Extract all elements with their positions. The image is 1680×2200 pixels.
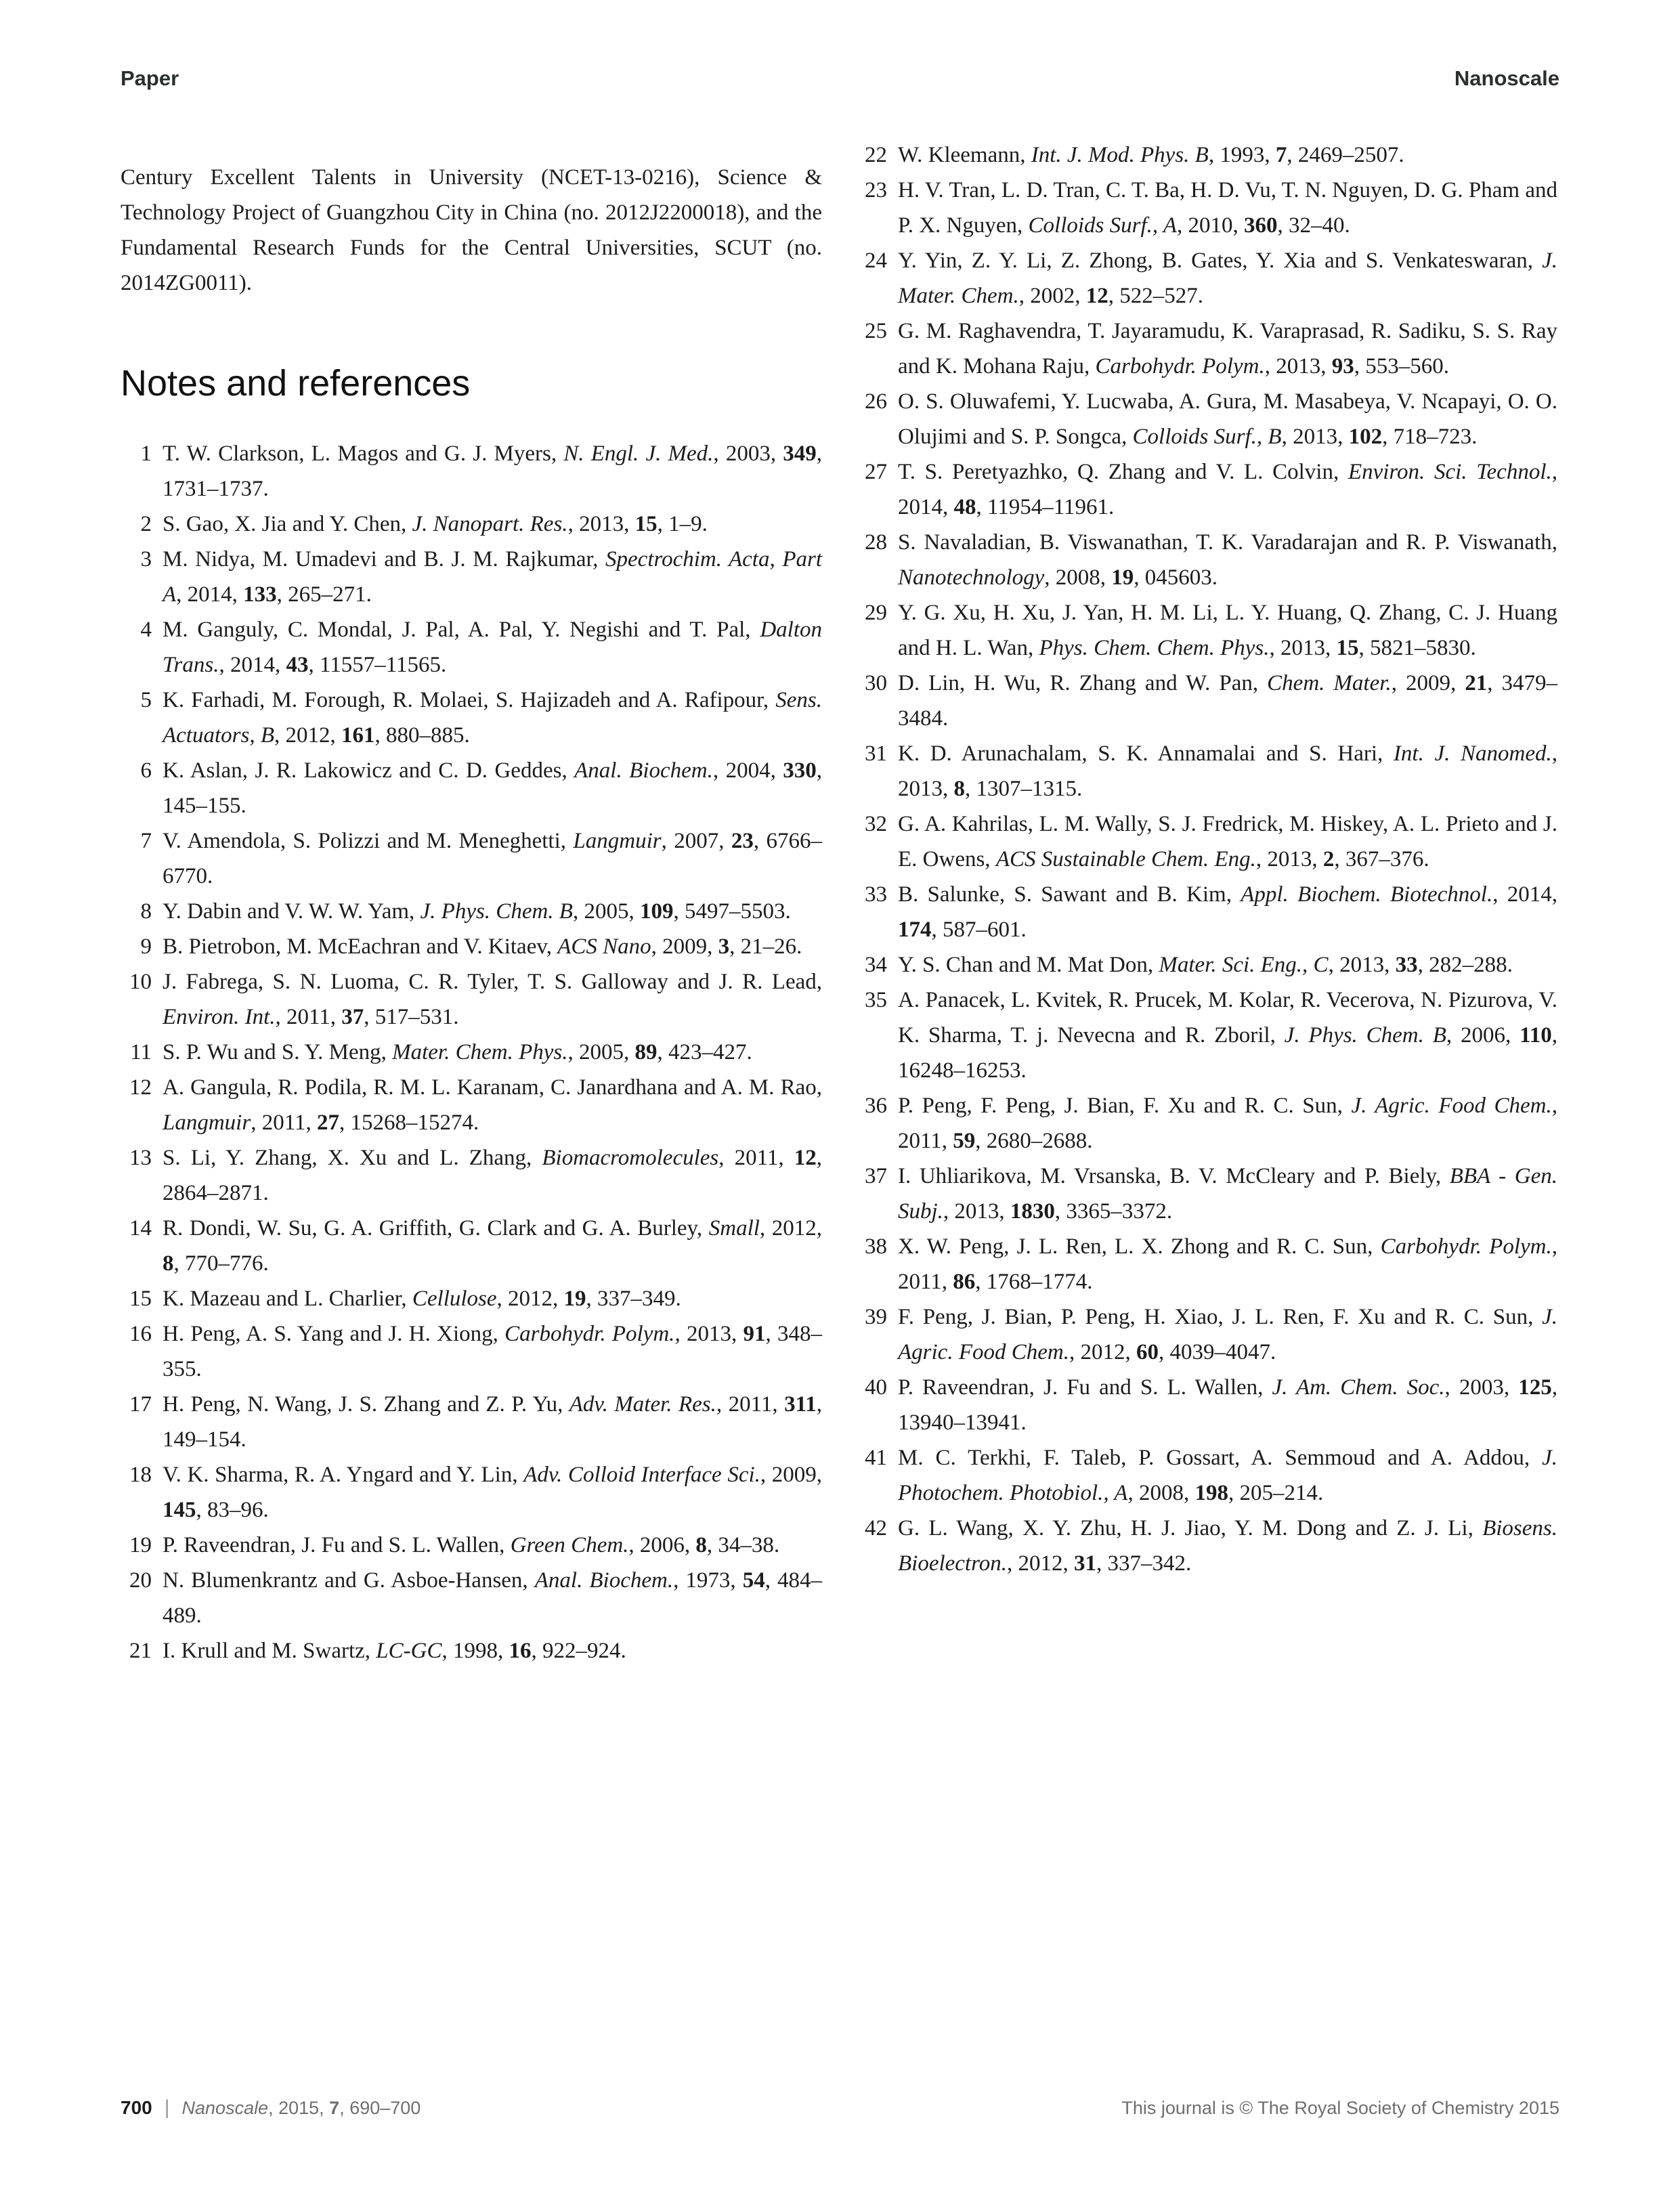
- reference-text: S. Gao, X. Jia and Y. Chen, J. Nanopart. Res., 2013, 15, 1–9.: [163, 512, 708, 536]
- reference-text: Y. G. Xu, H. Xu, J. Yan, H. M. Li, L. Y. Huang, Q. Zhang, C. J. Huang and H. L. Wan, Phys. Chem. Chem. Phys., 2013, 15, 5821–5830.: [898, 601, 1557, 660]
- reference-text: A. Panacek, L. Kvitek, R. Prucek, M. Kolar, R. Vecerova, N. Pizurova, V. K. Sharma, T. j. Nevecna and R. Zboril, J. Phys. Chem. B, 2006, 110, 16248–16253.: [898, 988, 1557, 1083]
- reference-item: [121, 1211, 822, 1281]
- reference-text: M. C. Terkhi, F. Taleb, P. Gossart, A. Semmoud and A. Addou, J. Photochem. Photobiol., A, 2008, 198, 205–214.: [898, 1446, 1557, 1505]
- reference-text: S. P. Wu and S. Y. Meng, Mater. Chem. Phys., 2005, 89, 423–427.: [163, 1040, 752, 1064]
- reference-text: T. S. Peretyazhko, Q. Zhang and V. L. Colvin, Environ. Sci. Technol., 2014, 48, 11954–11961.: [898, 460, 1557, 519]
- reference-text: K. Mazeau and L. Charlier, Cellulose, 2012, 19, 337–349.: [163, 1287, 681, 1311]
- reference-number: 20: [129, 1568, 152, 1593]
- column-left: [121, 137, 822, 1668]
- reference-item: [856, 173, 1557, 243]
- reference-item: [856, 314, 1557, 384]
- reference-number: 31: [865, 741, 887, 766]
- reference-number: 19: [129, 1533, 152, 1557]
- reference-item: [856, 1088, 1557, 1159]
- reference-item: [856, 137, 1557, 173]
- reference-number: 12: [129, 1075, 152, 1100]
- reference-text: M. Ganguly, C. Mondal, J. Pal, A. Pal, Y. Negishi and T. Pal, Dalton Trans., 2014, 43, 11557–11565.: [163, 618, 822, 677]
- page-footer: [121, 2096, 1559, 2119]
- reference-number: 7: [140, 829, 152, 853]
- footer-separator: |: [164, 2096, 170, 2119]
- reference-item: [121, 506, 822, 542]
- reference-number: 16: [129, 1322, 152, 1346]
- reference-number: 24: [865, 249, 887, 273]
- reference-number: 1: [140, 441, 152, 466]
- reference-item: [856, 1299, 1557, 1370]
- reference-text: V. K. Sharma, R. A. Yngard and Y. Lin, Adv. Colloid Interface Sci., 2009, 145, 83–96.: [163, 1463, 823, 1522]
- reference-item: [856, 1511, 1557, 1581]
- reference-text: H. Peng, A. S. Yang and J. H. Xiong, Carbohydr. Polym., 2013, 91, 348–355.: [163, 1322, 823, 1381]
- reference-text: K. D. Arunachalam, S. K. Annamalai and S. Hari, Int. J. Nanomed., 2013, 8, 1307–1315.: [898, 741, 1558, 801]
- reference-number: 32: [865, 812, 887, 836]
- reference-item: [121, 964, 822, 1035]
- reference-number: 41: [865, 1446, 887, 1470]
- running-head: [121, 66, 1559, 91]
- section-title: Notes and references: [121, 363, 471, 404]
- reference-text: I. Krull and M. Swartz, LC-GC, 1998, 16, 922–924.: [163, 1639, 626, 1663]
- reference-text: A. Gangula, R. Podila, R. M. L. Karanam, C. Janardhana and A. M. Rao, Langmuir, 2011, 27, 15268–15274.: [163, 1075, 822, 1135]
- reference-number: 35: [865, 988, 887, 1012]
- footer-page-info: [121, 2096, 421, 2119]
- reference-text: X. W. Peng, J. L. Ren, L. X. Zhong and R. C. Sun, Carbohydr. Polym., 2011, 86, 1768–1774.: [898, 1234, 1557, 1294]
- reference-item: [856, 806, 1557, 877]
- reference-item: [856, 454, 1557, 525]
- reference-text: I. Uhliarikova, M. Vrsanska, B. V. McCleary and P. Biely, BBA - Gen. Subj., 2013, 1830, 3365–3372.: [898, 1164, 1557, 1224]
- reference-number: 9: [140, 934, 152, 959]
- reference-item: [121, 1528, 822, 1563]
- reference-item: [121, 542, 822, 612]
- reference-item: [121, 1633, 822, 1668]
- reference-item: [121, 1035, 822, 1070]
- reference-number: 37: [865, 1164, 887, 1188]
- reference-item: [121, 612, 822, 683]
- reference-item: [121, 1281, 822, 1316]
- reference-item: [856, 666, 1557, 736]
- reference-item: [856, 947, 1557, 983]
- reference-item: [856, 877, 1557, 947]
- reference-text: T. W. Clarkson, L. Magos and G. J. Myers, N. Engl. J. Med., 2003, 349, 1731–1737.: [163, 441, 822, 501]
- reference-text: H. V. Tran, L. D. Tran, C. T. Ba, H. D. Vu, T. N. Nguyen, D. G. Pham and P. X. Nguyen, Colloids Surf., A, 2010, 360, 32–40.: [898, 178, 1557, 238]
- reference-number: 11: [130, 1040, 152, 1064]
- reference-item: [121, 1563, 822, 1633]
- reference-number: 26: [865, 389, 887, 414]
- reference-item: [856, 1370, 1557, 1440]
- footer-copyright: This journal is © The Royal Society of Chemistry 2015: [1121, 2098, 1559, 2118]
- reference-number: 29: [865, 601, 887, 625]
- reference-item: [856, 525, 1557, 595]
- reference-text: J. Fabrega, S. N. Luoma, C. R. Tyler, T. S. Galloway and J. R. Lead, Environ. Int., 2011, 37, 517–531.: [163, 970, 822, 1029]
- reference-text: P. Raveendran, J. Fu and S. L. Wallen, J. Am. Chem. Soc., 2003, 125, 13940–13941.: [898, 1375, 1557, 1435]
- reference-number: 18: [129, 1463, 152, 1487]
- reference-item: [121, 753, 822, 823]
- reference-text: B. Pietrobon, M. McEachran and V. Kitaev, ACS Nano, 2009, 3, 21–26.: [163, 934, 802, 959]
- reference-text: S. Li, Y. Zhang, X. Xu and L. Zhang, Biomacromolecules, 2011, 12, 2864–2871.: [163, 1146, 822, 1205]
- reference-number: 42: [865, 1516, 887, 1540]
- reference-number: 8: [140, 899, 152, 924]
- column-right: [856, 137, 1557, 1668]
- reference-text: G. M. Raghavendra, T. Jayaramudu, K. Varaprasad, R. Sadiku, S. S. Ray and K. Mohana Raju, Carbohydr. Polym., 2013, 93, 553–560.: [898, 319, 1557, 379]
- reference-text: H. Peng, N. Wang, J. S. Zhang and Z. P. Yu, Adv. Mater. Res., 2011, 311, 149–154.: [163, 1392, 822, 1452]
- reference-number: 10: [129, 970, 152, 994]
- acknowledgements-paragraph: Century Excellent Talents in University (NCET-13-0216), Science & Technology Project of Guangzhou City in China (no. 2012J2200018), and the Fundamental Research Funds for the Central Universities, SCUT (no. 2014ZG0011).: [121, 165, 822, 295]
- reference-number: 13: [129, 1146, 152, 1170]
- reference-text: K. Farhadi, M. Forough, R. Molaei, S. Hajizadeh and A. Rafipour, Sens. Actuators, B, 2012, 161, 880–885.: [163, 688, 822, 748]
- reference-number: 5: [140, 688, 152, 712]
- reference-number: 34: [865, 953, 887, 977]
- reference-number: 40: [865, 1375, 887, 1400]
- reference-number: 4: [140, 618, 152, 642]
- reference-text: N. Blumenkrantz and G. Asboe-Hansen, Anal. Biochem., 1973, 54, 484–489.: [163, 1568, 823, 1628]
- reference-number: 22: [865, 143, 887, 167]
- reference-text: B. Salunke, S. Sawant and B. Kim, Appl. Biochem. Biotechnol., 2014, 174, 587–601.: [898, 882, 1557, 942]
- reference-item: [121, 823, 822, 894]
- references-column-right: [856, 137, 1557, 1581]
- running-head-left: Paper: [121, 66, 179, 90]
- reference-text: S. Navaladian, B. Viswanathan, T. K. Varadarajan and R. P. Viswanath, Nanotechnology, 2008, 19, 045603.: [898, 530, 1557, 590]
- reference-text: M. Nidya, M. Umadevi and B. J. M. Rajkumar, Spectrochim. Acta, Part A, 2014, 133, 265–271.: [163, 547, 822, 607]
- reference-text: R. Dondi, W. Su, G. A. Griffith, G. Clark and G. A. Burley, Small, 2012, 8, 770–776.: [163, 1216, 823, 1276]
- reference-number: 15: [129, 1287, 152, 1311]
- reference-text: Y. Yin, Z. Y. Li, Z. Zhong, B. Gates, Y. Xia and S. Venkateswaran, J. Mater. Chem., 2002, 12, 522–527.: [898, 249, 1557, 308]
- reference-number: 2: [140, 512, 152, 536]
- reference-item: [121, 894, 822, 929]
- reference-number: 14: [129, 1216, 152, 1241]
- reference-item: [121, 1457, 822, 1528]
- reference-number: 25: [865, 319, 887, 343]
- reference-number: 3: [140, 547, 152, 571]
- reference-text: P. Raveendran, J. Fu and S. L. Wallen, Green Chem., 2006, 8, 34–38.: [163, 1533, 780, 1557]
- references-column-left: [121, 436, 822, 1668]
- reference-item: [121, 1387, 822, 1457]
- reference-number: 38: [865, 1234, 887, 1259]
- reference-item: [856, 736, 1557, 806]
- reference-number: 30: [865, 671, 887, 695]
- two-column-body: [121, 137, 1557, 1668]
- reference-text: W. Kleemann, Int. J. Mod. Phys. B, 1993, 7, 2469–2507.: [898, 143, 1404, 167]
- reference-text: G. L. Wang, X. Y. Zhu, H. J. Jiao, Y. M. Dong and Z. J. Li, Biosens. Bioelectron., 2012, 31, 337–342.: [898, 1516, 1557, 1576]
- reference-item: [856, 595, 1557, 666]
- reference-item: [121, 1070, 822, 1140]
- running-head-right: Nanoscale: [1454, 66, 1559, 90]
- reference-item: [121, 929, 822, 964]
- reference-number: 17: [129, 1392, 152, 1417]
- reference-number: 39: [865, 1305, 887, 1329]
- reference-item: [856, 1159, 1557, 1229]
- reference-text: V. Amendola, S. Polizzi and M. Meneghetti, Langmuir, 2007, 23, 6766–6770.: [163, 829, 823, 888]
- reference-item: [856, 1229, 1557, 1299]
- reference-text: K. Aslan, J. R. Lakowicz and C. D. Geddes, Anal. Biochem., 2004, 330, 145–155.: [163, 758, 823, 818]
- reference-item: [121, 1140, 822, 1211]
- reference-item: [856, 384, 1557, 454]
- reference-number: 33: [865, 882, 887, 907]
- reference-item: [121, 436, 822, 506]
- reference-number: 21: [129, 1639, 152, 1663]
- reference-item: [856, 243, 1557, 314]
- reference-text: G. A. Kahrilas, L. M. Wally, S. J. Fredrick, M. Hiskey, A. L. Prieto and J. E. Owens, ACS Sustainable Chem. Eng., 2013, 2, 367–376.: [898, 812, 1557, 871]
- reference-number: 28: [865, 530, 887, 555]
- reference-number: 27: [865, 460, 887, 484]
- reference-item: [121, 683, 822, 753]
- reference-text: Y. Dabin and V. W. W. Yam, J. Phys. Chem. B, 2005, 109, 5497–5503.: [163, 899, 791, 924]
- reference-number: 36: [865, 1094, 887, 1118]
- reference-item: [121, 1316, 822, 1387]
- reference-text: Y. S. Chan and M. Mat Don, Mater. Sci. Eng., C, 2013, 33, 282–288.: [898, 953, 1513, 977]
- footer-journal-citation: Nanoscale, 2015, 7, 690–700: [181, 2098, 421, 2118]
- reference-number: 23: [865, 178, 887, 202]
- footer-page-number: 700: [121, 2097, 152, 2118]
- reference-item: [856, 1440, 1557, 1511]
- reference-text: P. Peng, F. Peng, J. Bian, F. Xu and R. C. Sun, J. Agric. Food Chem., 2011, 59, 2680–2688.: [898, 1094, 1558, 1153]
- reference-text: F. Peng, J. Bian, P. Peng, H. Xiao, J. L. Ren, F. Xu and R. C. Sun, J. Agric. Food Chem., 2012, 60, 4039–4047.: [898, 1305, 1557, 1364]
- reference-number: 6: [140, 758, 152, 783]
- reference-item: [856, 983, 1557, 1088]
- reference-text: D. Lin, H. Wu, R. Zhang and W. Pan, Chem. Mater., 2009, 21, 3479–3484.: [898, 671, 1558, 731]
- reference-text: O. S. Oluwafemi, Y. Lucwaba, A. Gura, M. Masabeya, V. Ncapayi, O. O. Olujimi and S. P. Songca, Colloids Surf., B, 2013, 102, 718–723.: [898, 389, 1557, 449]
